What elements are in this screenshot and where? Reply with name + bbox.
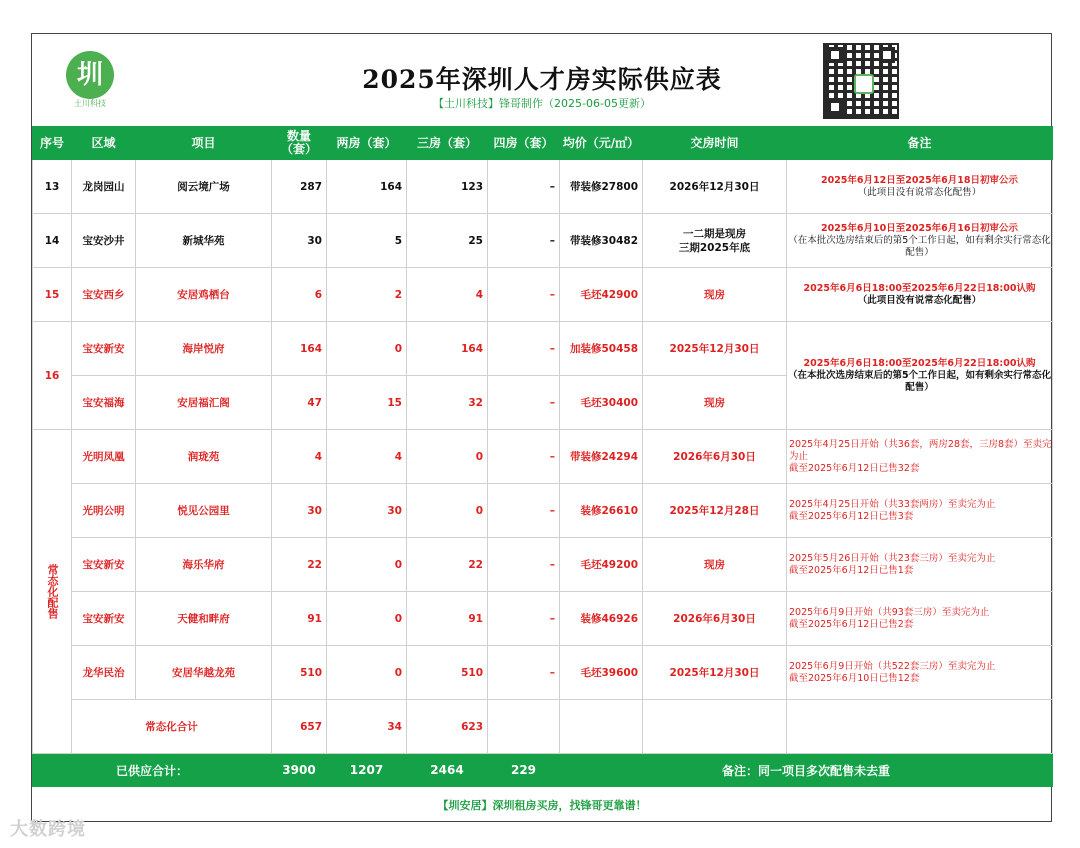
- cell-note: [787, 430, 1053, 484]
- cell-project: 海岸悦府: [136, 322, 272, 376]
- table-row: [33, 484, 1053, 538]
- cell-qty: 30: [272, 214, 327, 268]
- cell-four: –: [488, 538, 560, 592]
- cell-four: –: [488, 484, 560, 538]
- cell-project: 安居鸡栖台: [136, 268, 272, 322]
- cell-two: 5: [327, 214, 407, 268]
- cell-two: 0: [327, 592, 407, 646]
- table-header-row: [33, 127, 1053, 160]
- note-line: （在本批次选房结束后的第5个工作日起，如有剩余实行常态化配售）: [787, 369, 1052, 393]
- cell-price: 毛坯49200: [560, 538, 643, 592]
- brand-logo-text: 土川科技: [74, 99, 106, 108]
- cell-note: [787, 592, 1053, 646]
- col-header: 区域: [72, 127, 136, 160]
- cell-price: 带装修30482: [560, 214, 643, 268]
- col-header: 两房（套）: [327, 127, 407, 160]
- cell-delivery: 2025年12月30日: [643, 322, 787, 376]
- cell-project: 海乐华府: [136, 538, 272, 592]
- cell-project: 阅云境广场: [136, 160, 272, 214]
- watermark: 大数跨境: [10, 819, 86, 840]
- total-note: 备注：同一项目多次配售未去重: [560, 754, 1053, 787]
- table-row: [33, 214, 1053, 268]
- total-row: [33, 754, 1053, 787]
- cell-four: –: [488, 322, 560, 376]
- total-two: 1207: [327, 754, 407, 787]
- note-line: 截至2025年6月12日已售2套: [789, 618, 914, 630]
- cell-qty: 287: [272, 160, 327, 214]
- cell-three: 164: [407, 322, 488, 376]
- table-row: [33, 430, 1053, 484]
- cell-delivery: [643, 214, 787, 268]
- cell-four: –: [488, 646, 560, 700]
- subtotal-label: 常态化合计: [72, 700, 272, 754]
- cell-price: 毛坯39600: [560, 646, 643, 700]
- cell-no: 15: [33, 268, 72, 322]
- table-row: [33, 592, 1053, 646]
- total-three: 2464: [407, 754, 488, 787]
- cell-area: 宝安新安: [72, 592, 136, 646]
- subtotal-qty: 657: [272, 700, 327, 754]
- col-header: 均价（元/㎡）: [560, 127, 643, 160]
- total-label: 已供应合计：: [33, 754, 272, 787]
- cell-delivery: 2025年12月28日: [643, 484, 787, 538]
- cell-three: 91: [407, 592, 488, 646]
- cell-three: 4: [407, 268, 488, 322]
- cell-four: –: [488, 430, 560, 484]
- cell-two: 4: [327, 430, 407, 484]
- footer-slogan: 【圳安居】深圳租房买房，找锋哥更靠谱！: [437, 799, 647, 812]
- note-line: 截至2025年6月12日已售32套: [789, 462, 920, 474]
- brand-logo: 圳: [66, 51, 114, 99]
- note-line: 2025年6月9日开始（共522套三房）至卖完为止: [789, 660, 996, 672]
- cell-project: 新城华苑: [136, 214, 272, 268]
- cell-delivery: 2026年6月30日: [643, 430, 787, 484]
- cell-qty: 91: [272, 592, 327, 646]
- cell-three: 32: [407, 376, 488, 430]
- note-line: 2025年6月9日开始（共93套三房）至卖完为止: [789, 606, 990, 618]
- cell-note: [787, 646, 1053, 700]
- note-line: 2025年5月26日开始（共23套三房）至卖完为止: [789, 552, 996, 564]
- cell-project: 安居福汇阁: [136, 376, 272, 430]
- col-header: 项目: [136, 127, 272, 160]
- cell-two: 0: [327, 538, 407, 592]
- cell-delivery: 2026年6月30日: [643, 592, 787, 646]
- cell-area: 龙华民治: [72, 646, 136, 700]
- cell-two: 2: [327, 268, 407, 322]
- cell-price: 带装修27800: [560, 160, 643, 214]
- cell-note: [787, 214, 1053, 268]
- cell-four: –: [488, 160, 560, 214]
- supply-sheet: [31, 33, 1052, 822]
- cell-three: 25: [407, 214, 488, 268]
- cell-delivery: 2025年12月30日: [643, 646, 787, 700]
- cell-project: 天健和畔府: [136, 592, 272, 646]
- cell-delivery: 现房: [643, 538, 787, 592]
- cell-note: [787, 484, 1053, 538]
- cell-project: 安居华越龙苑: [136, 646, 272, 700]
- cell-qty: 30: [272, 484, 327, 538]
- cell-two: 164: [327, 160, 407, 214]
- cell-three: 22: [407, 538, 488, 592]
- note-line: 2025年6月12日至2025年6月18日初审公示: [820, 174, 1019, 186]
- col-header: 三房（套）: [407, 127, 488, 160]
- table-row: [33, 646, 1053, 700]
- table-row: [33, 322, 1053, 376]
- cell-qty: 4: [272, 430, 327, 484]
- cell-delivery: 2026年12月30日: [643, 160, 787, 214]
- cell-delivery: 现房: [643, 268, 787, 322]
- cell-note: [787, 160, 1053, 214]
- cell-three: 123: [407, 160, 488, 214]
- total-qty: 3900: [272, 754, 327, 787]
- cell-area: 宝安福海: [72, 376, 136, 430]
- cell-area: 宝安西乡: [72, 268, 136, 322]
- note-line: 2025年6月10日至2025年6月16日初审公示: [820, 222, 1019, 234]
- subtotal-row: [33, 700, 1053, 754]
- note-line: （此项目没有说常态化配售）: [857, 186, 982, 198]
- cell-price: 毛坯30400: [560, 376, 643, 430]
- cell-area: 宝安新安: [72, 322, 136, 376]
- cell-three: 0: [407, 430, 488, 484]
- delivery-line: 一二期是现房: [683, 227, 746, 240]
- cell-two: 0: [327, 646, 407, 700]
- cell-note: [787, 268, 1053, 322]
- cell-qty: 510: [272, 646, 327, 700]
- cell-four: –: [488, 592, 560, 646]
- cell-four: –: [488, 376, 560, 430]
- subtotal-two: 34: [327, 700, 407, 754]
- cell-note: [787, 322, 1053, 430]
- cell-price: 装修46926: [560, 592, 643, 646]
- cell-three: 510: [407, 646, 488, 700]
- cell-price: 装修26610: [560, 484, 643, 538]
- qr-code-icon: [823, 43, 899, 119]
- note-line: （此项目没有说常态化配售）: [857, 294, 982, 306]
- subtotal-three: 623: [407, 700, 488, 754]
- cell-two: 0: [327, 322, 407, 376]
- cell-two: 15: [327, 376, 407, 430]
- col-header: 交房时间: [643, 127, 787, 160]
- col-header: 四房（套）: [488, 127, 560, 160]
- cell-qty: 164: [272, 322, 327, 376]
- col-header: 数量（套）: [272, 127, 327, 160]
- page-subtitle: 【土川科技】锋哥制作（2025-06-05更新）: [433, 97, 651, 110]
- cell-area: 光明凤凰: [72, 430, 136, 484]
- cell-qty: 6: [272, 268, 327, 322]
- cell-project: 润珑苑: [136, 430, 272, 484]
- cell-qty: 22: [272, 538, 327, 592]
- table-row: [33, 268, 1053, 322]
- cell-four: –: [488, 268, 560, 322]
- cell-price: 加装修50458: [560, 322, 643, 376]
- table-row: [33, 538, 1053, 592]
- cell-qty: 47: [272, 376, 327, 430]
- cell-price: 带装修24294: [560, 430, 643, 484]
- cell-area: 龙岗园山: [72, 160, 136, 214]
- note-line: 2025年6月6日18:00至2025年6月22日18:00认购: [803, 357, 1036, 369]
- delivery-line: 三期2025年底: [678, 241, 751, 254]
- note-line: 2025年4月25日开始（共36套，两房28套，三房8套）至卖完为止: [789, 438, 1052, 462]
- cell-note: [787, 538, 1053, 592]
- cell-no: 13: [33, 160, 72, 214]
- col-header: 备注: [787, 127, 1053, 160]
- cell-no: 14: [33, 214, 72, 268]
- cell-two: 30: [327, 484, 407, 538]
- note-line: 截至2025年6月12日已售1套: [789, 564, 914, 576]
- note-line: 截至2025年6月12日已售3套: [789, 510, 914, 522]
- note-line: 2025年6月6日18:00至2025年6月22日18:00认购: [803, 282, 1036, 294]
- cell-no: 16: [33, 322, 72, 430]
- note-line: （在本批次选房结束后的第5个工作日起，如有剩余实行常态化配售）: [788, 234, 1051, 258]
- table-row: [33, 160, 1053, 214]
- cell-area: 宝安沙井: [72, 214, 136, 268]
- note-line: 2025年4月25日开始（共33套两房）至卖完为止: [789, 498, 996, 510]
- cell-project: 悦见公园里: [136, 484, 272, 538]
- col-header: 序号: [33, 127, 72, 160]
- page-title: 2025年深圳人才房实际供应表: [362, 65, 722, 94]
- cell-area: 宝安新安: [72, 538, 136, 592]
- cell-three: 0: [407, 484, 488, 538]
- cell-no-normalized: 常态化配售: [33, 430, 72, 754]
- cell-area: 光明公明: [72, 484, 136, 538]
- cell-price: 毛坯42900: [560, 268, 643, 322]
- total-four: 229: [488, 754, 560, 787]
- supply-table: [32, 126, 1053, 787]
- cell-four: –: [488, 214, 560, 268]
- cell-delivery: 现房: [643, 376, 787, 430]
- note-line: 截至2025年6月10日已售12套: [789, 672, 920, 684]
